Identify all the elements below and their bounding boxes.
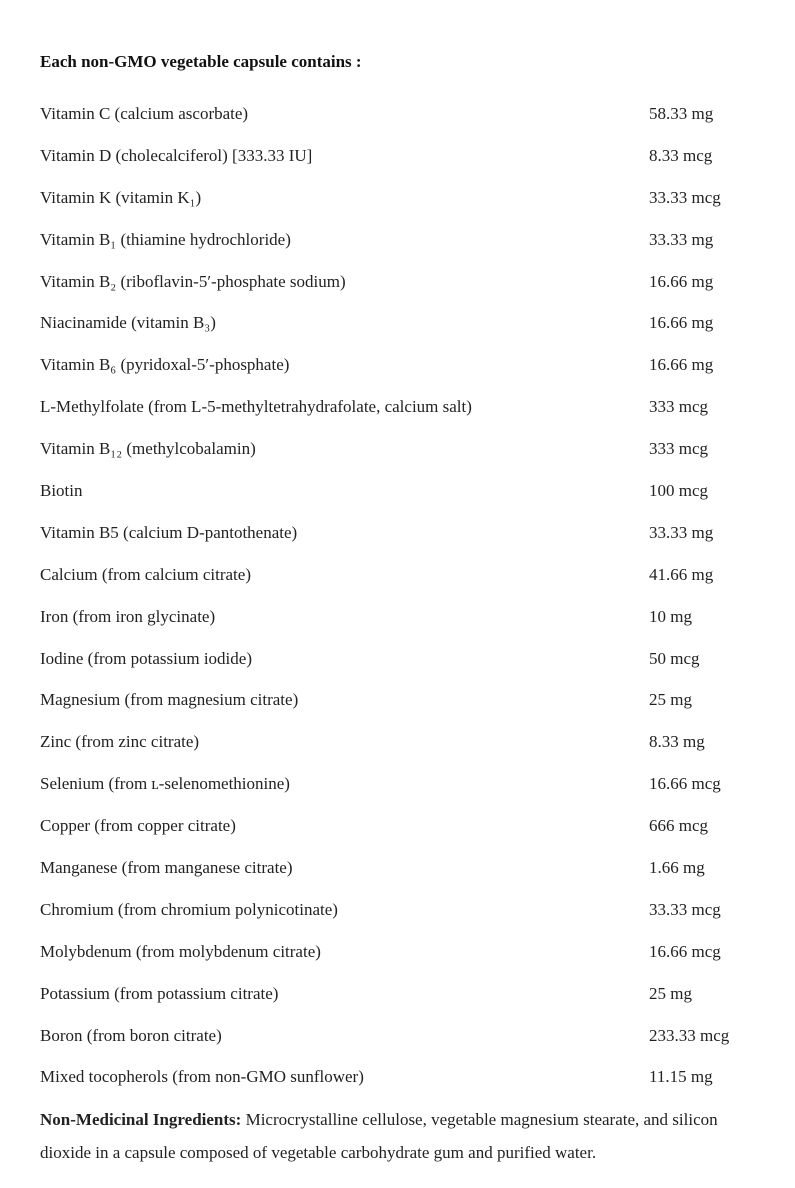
ingredient-row (40, 1015, 768, 1057)
ingredient-row (40, 470, 768, 512)
ingredient-amount: 16.66 mg (649, 355, 714, 375)
ingredient-name: Calcium (from calcium citrate) (40, 564, 251, 584)
ingredient-amount: 8.33 mg (649, 732, 705, 752)
ingredient-name: Potassium (from potassium citrate) (40, 983, 279, 1003)
ingredient-row (40, 763, 768, 805)
ingredient-name: Chromium (from chromium polynicotinate) (40, 899, 338, 919)
ingredient-row (40, 302, 768, 344)
non-medicinal-label: Non-Medicinal Ingredients: (40, 1110, 242, 1130)
non-medicinal-text: Microcrystalline cellulose, vegetable magnesium stearate, and silicon dioxide in a capsule composed of vegetable carbohydrate gum and purified water. (40, 1110, 718, 1163)
ingredient-row (40, 219, 768, 261)
ingredient-amount: 233.33 mcg (649, 1025, 730, 1045)
ingredient-name: Mixed tocopherols (from non-GMO sunflower) (40, 1067, 364, 1087)
ingredient-row (40, 973, 768, 1015)
ingredient-amount: 16.66 mcg (649, 941, 721, 961)
ingredient-name: Vitamin K (vitamin K₁) (40, 187, 202, 207)
non-medicinal-ingredients (40, 1103, 765, 1169)
ingredient-amount: 33.33 mg (649, 522, 714, 542)
ingredient-amount: 333 mcg (649, 439, 709, 459)
ingredient-name: Magnesium (from magnesium citrate) (40, 690, 299, 710)
ingredient-name: Vitamin D (cholecalciferol) [333.33 IU] (40, 145, 313, 165)
ingredient-row (40, 889, 768, 931)
ingredient-amount: 16.66 mg (649, 271, 714, 291)
ingredient-name: L-Methylfolate (from L-5-methyltetrahydrafolate, calcium salt) (40, 397, 472, 417)
ingredient-name: Manganese (from manganese citrate) (40, 857, 293, 877)
ingredient-row (40, 386, 768, 428)
ingredients-list (40, 93, 768, 1098)
ingredient-amount: 11.15 mg (649, 1067, 713, 1087)
ingredient-row (40, 638, 768, 680)
ingredient-amount: 33.33 mcg (649, 187, 721, 207)
ingredient-amount: 25 mg (649, 690, 692, 710)
ingredient-row (40, 261, 768, 303)
ingredient-name: Iodine (from potassium iodide) (40, 648, 252, 668)
ingredient-row (40, 512, 768, 554)
ingredient-name: Selenium (from ʟ-selenomethionine) (40, 774, 290, 794)
ingredient-amount: 10 mg (649, 606, 692, 626)
ingredient-name: Boron (from boron citrate) (40, 1025, 222, 1045)
ingredient-row (40, 177, 768, 219)
ingredient-amount: 33.33 mcg (649, 899, 721, 919)
ingredient-row (40, 596, 768, 638)
ingredient-name: Copper (from copper citrate) (40, 816, 236, 836)
ingredient-name: Vitamin B₂ (riboflavin-5′-phosphate sodium) (40, 271, 346, 291)
ingredient-row (40, 805, 768, 847)
ingredient-amount: 58.33 mg (649, 103, 714, 123)
ingredient-row (40, 428, 768, 470)
ingredient-amount: 1.66 mg (649, 857, 705, 877)
ingredient-name: Molybdenum (from molybdenum citrate) (40, 941, 321, 961)
ingredient-name: Vitamin B₁ (thiamine hydrochloride) (40, 229, 291, 249)
ingredient-amount: 25 mg (649, 983, 692, 1003)
ingredient-row (40, 679, 768, 721)
ingredient-name: Biotin (40, 480, 83, 500)
ingredient-amount: 333 mcg (649, 397, 709, 417)
ingredient-amount: 8.33 mcg (649, 145, 713, 165)
ingredient-amount: 50 mcg (649, 648, 700, 668)
ingredients-document (40, 52, 768, 1169)
ingredients-heading: Each non-GMO vegetable capsule contains : (40, 52, 362, 71)
ingredient-amount: 100 mcg (649, 480, 709, 500)
ingredient-amount: 16.66 mcg (649, 774, 721, 794)
ingredient-row (40, 847, 768, 889)
ingredient-amount: 41.66 mg (649, 564, 714, 584)
ingredient-amount: 16.66 mg (649, 313, 714, 333)
ingredient-name: Niacinamide (vitamin B₃) (40, 313, 216, 333)
ingredient-row (40, 1056, 768, 1098)
ingredient-name: Vitamin B₁₂ (methylcobalamin) (40, 439, 256, 459)
ingredient-row (40, 344, 768, 386)
ingredient-name: Iron (from iron glycinate) (40, 606, 216, 626)
ingredient-row (40, 93, 768, 135)
ingredient-name: Zinc (from zinc citrate) (40, 732, 200, 752)
ingredient-amount: 33.33 mg (649, 229, 714, 249)
ingredient-name: Vitamin C (calcium ascorbate) (40, 103, 249, 123)
ingredient-row (40, 721, 768, 763)
ingredient-name: Vitamin B5 (calcium D-pantothenate) (40, 522, 298, 542)
ingredient-row (40, 931, 768, 973)
ingredient-name: Vitamin B₆ (pyridoxal-5′-phosphate) (40, 355, 290, 375)
ingredient-row (40, 554, 768, 596)
ingredient-amount: 666 mcg (649, 816, 709, 836)
ingredient-row (40, 135, 768, 177)
